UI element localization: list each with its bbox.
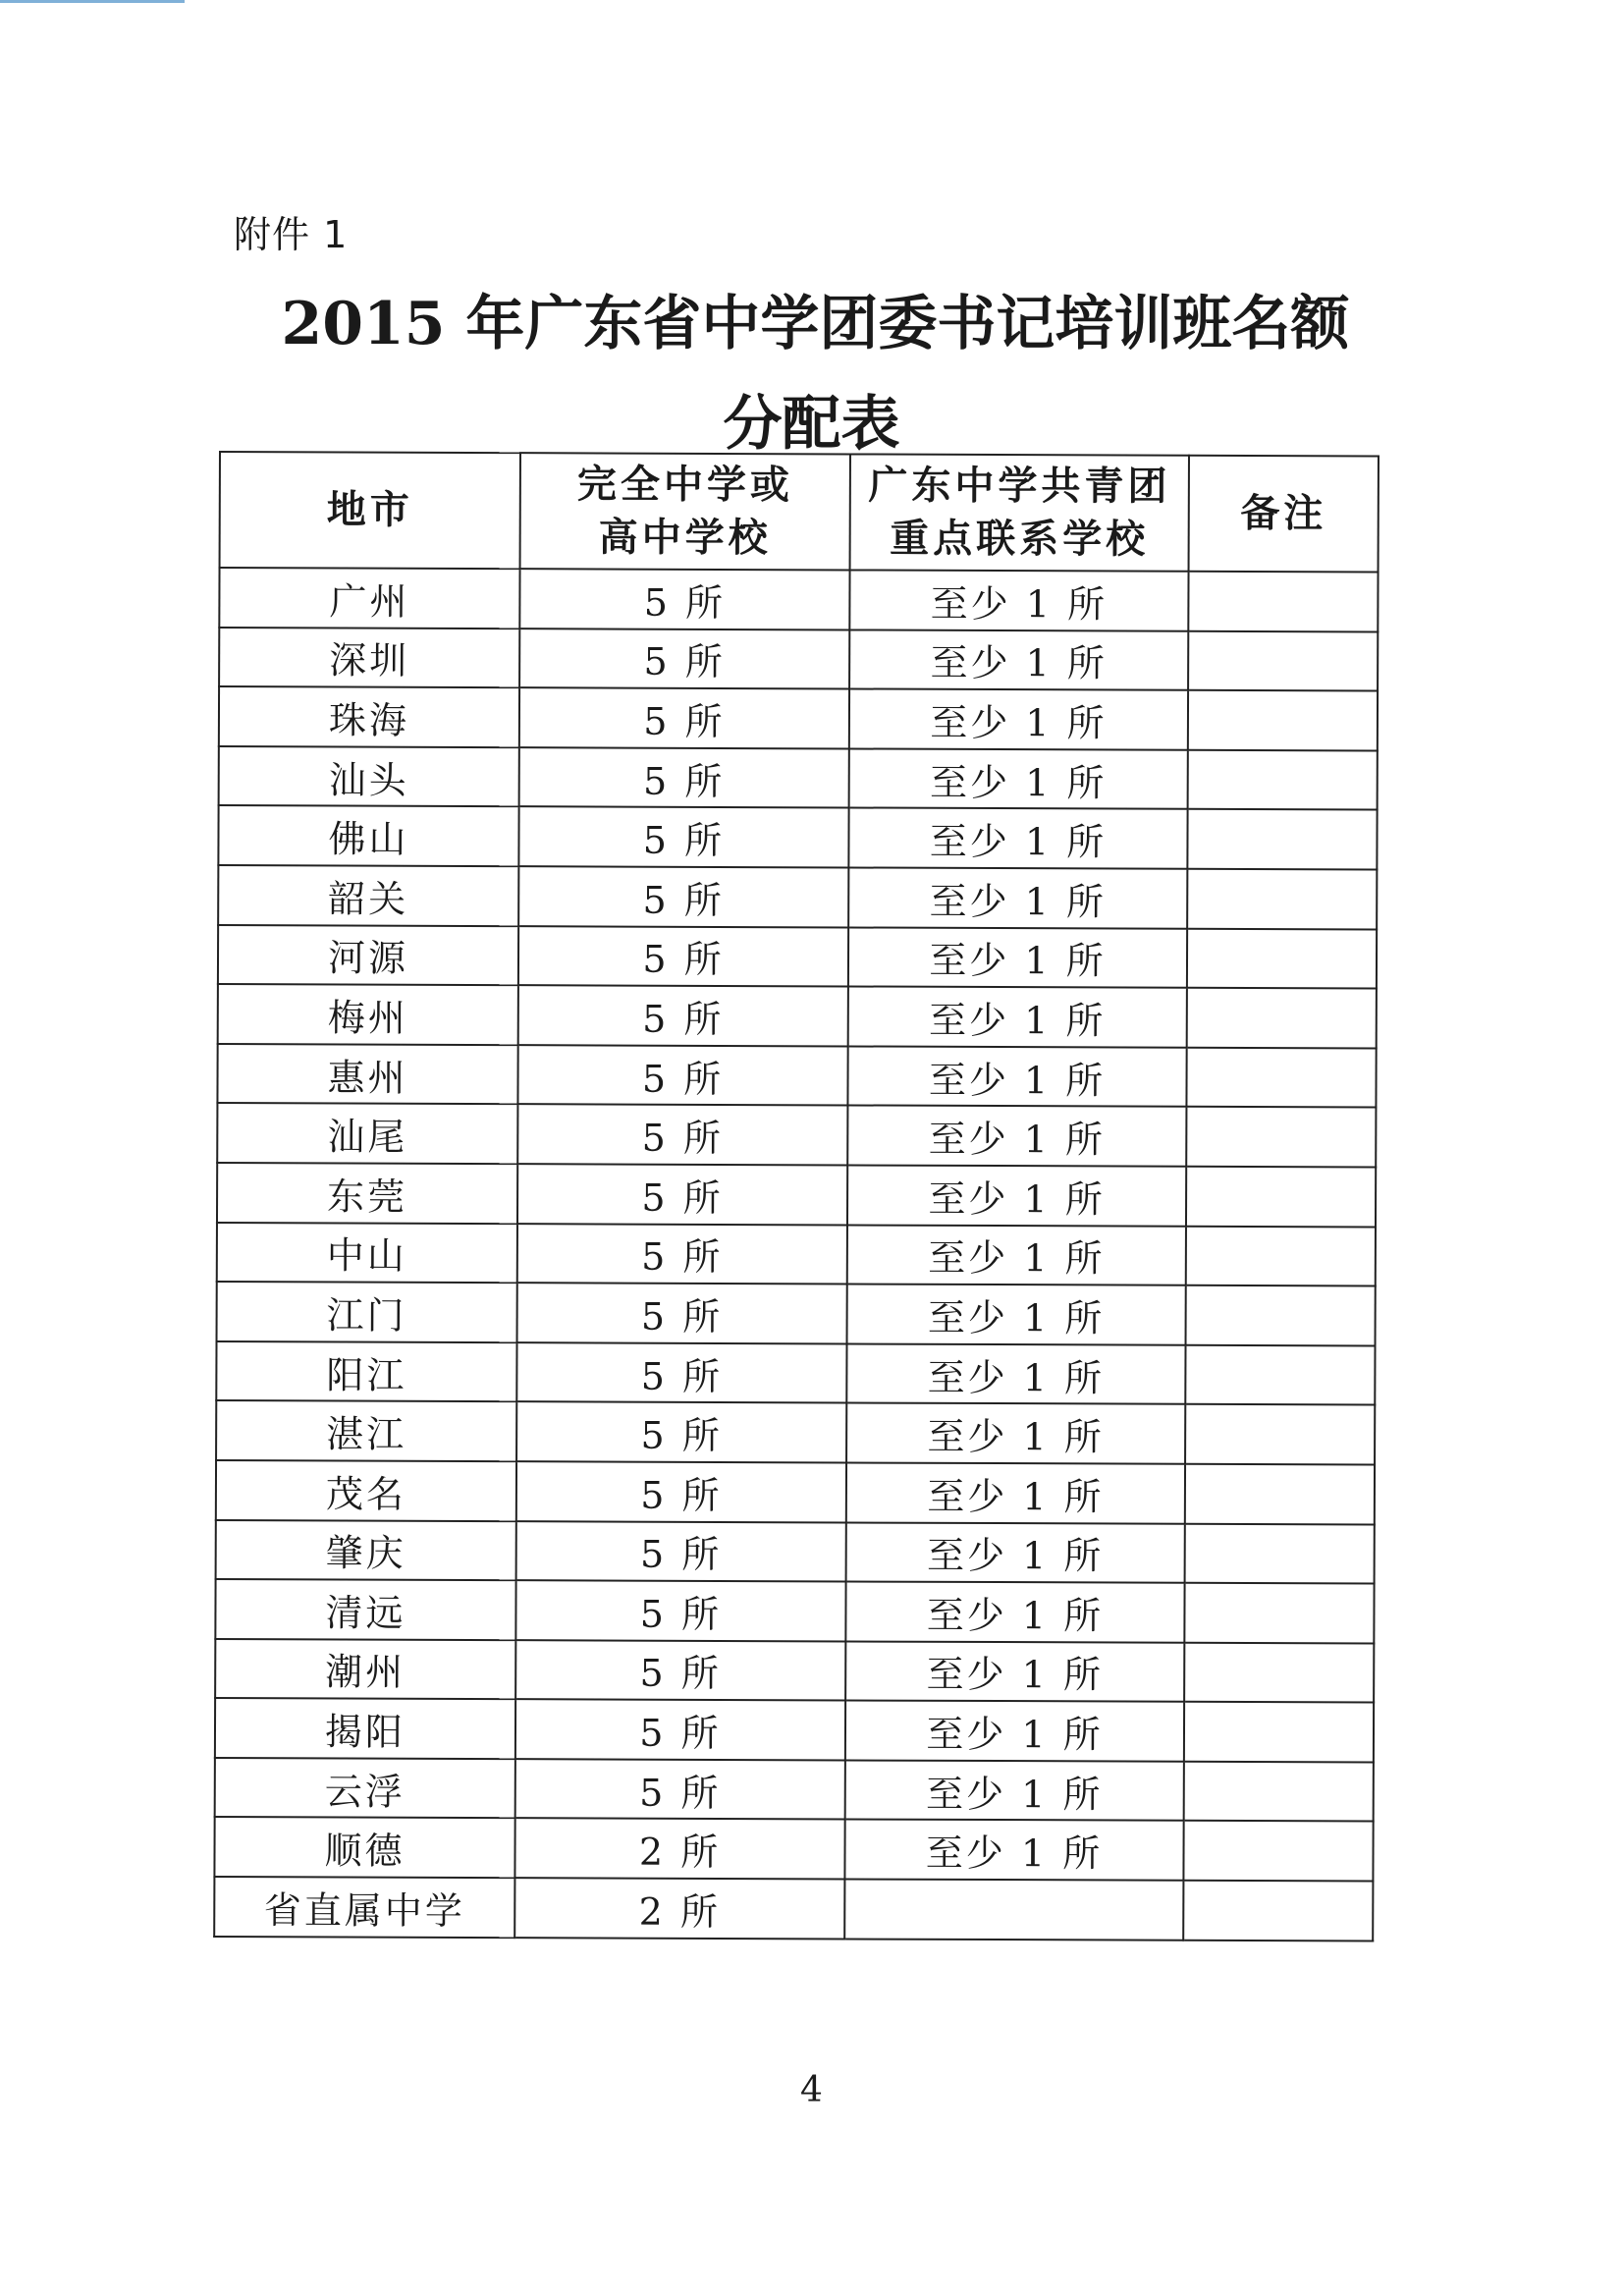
cell-remarks bbox=[1187, 988, 1377, 1048]
header-league-line-1: 广东中学共青团 bbox=[868, 463, 1171, 510]
table-row bbox=[218, 865, 1377, 929]
cell-city: 云浮 bbox=[215, 1758, 515, 1819]
cell-city: 珠海 bbox=[219, 686, 519, 747]
cell-quota: 5 所 bbox=[517, 1283, 847, 1343]
cell-remarks bbox=[1186, 1226, 1376, 1285]
cell-city: 深圳 bbox=[219, 628, 519, 688]
cell-quota: 5 所 bbox=[517, 1224, 847, 1285]
table-header-row bbox=[220, 452, 1379, 573]
table-row bbox=[219, 628, 1378, 691]
cell-quota: 5 所 bbox=[518, 926, 848, 987]
document-title-line-2: 分配表 bbox=[723, 390, 900, 459]
cell-league: 至少 1 所 bbox=[845, 1641, 1184, 1702]
cell-league: 至少 1 所 bbox=[849, 629, 1188, 690]
cell-city: 佛山 bbox=[218, 805, 518, 866]
cell-city: 广州 bbox=[219, 568, 519, 629]
header-complete-line-2: 高中学校 bbox=[598, 515, 772, 562]
cell-remarks bbox=[1186, 1107, 1376, 1167]
table-row bbox=[216, 1341, 1375, 1405]
header-city bbox=[220, 452, 520, 569]
cell-remarks bbox=[1188, 750, 1378, 810]
cell-league: 至少 1 所 bbox=[848, 867, 1187, 928]
table-row bbox=[218, 805, 1377, 869]
cell-city: 河源 bbox=[218, 925, 518, 986]
cell-quota: 5 所 bbox=[519, 747, 849, 808]
cell-city: 江门 bbox=[217, 1282, 517, 1342]
cell-league: 至少 1 所 bbox=[847, 1046, 1186, 1107]
table-row bbox=[216, 1460, 1375, 1524]
table-row bbox=[215, 1698, 1374, 1762]
header-complete-school bbox=[520, 453, 850, 570]
cell-quota: 5 所 bbox=[518, 985, 848, 1046]
cell-league: 至少 1 所 bbox=[848, 927, 1187, 988]
cell-league: 至少 1 所 bbox=[846, 1522, 1185, 1583]
cell-league: 至少 1 所 bbox=[848, 987, 1187, 1048]
cell-league: 至少 1 所 bbox=[847, 1285, 1186, 1345]
cell-quota: 5 所 bbox=[518, 866, 848, 927]
cell-city: 中山 bbox=[217, 1223, 517, 1284]
table-row bbox=[219, 746, 1378, 810]
cell-city: 省直属中学 bbox=[214, 1877, 514, 1938]
cell-remarks bbox=[1186, 1167, 1376, 1227]
cell-quota: 5 所 bbox=[517, 1105, 847, 1166]
cell-remarks bbox=[1188, 630, 1378, 690]
cell-league: 至少 1 所 bbox=[845, 1760, 1184, 1821]
cell-remarks bbox=[1183, 1821, 1373, 1881]
quota-table-container bbox=[213, 451, 1378, 1941]
document-title-line-1: 2015 年广东省中学团委书记培训班名额 bbox=[281, 290, 1350, 358]
cell-quota: 5 所 bbox=[519, 687, 849, 748]
table-row bbox=[215, 1639, 1374, 1703]
table-row bbox=[215, 1758, 1374, 1822]
cell-quota: 5 所 bbox=[517, 1164, 847, 1225]
cell-city: 茂名 bbox=[216, 1460, 516, 1521]
header-complete-line-1: 完全中学或 bbox=[576, 462, 793, 509]
cell-city: 清远 bbox=[215, 1579, 515, 1640]
cell-remarks bbox=[1186, 1285, 1376, 1345]
cell-city: 湛江 bbox=[216, 1400, 516, 1461]
table-row bbox=[215, 1579, 1374, 1643]
cell-league: 至少 1 所 bbox=[847, 1106, 1186, 1167]
cell-city: 惠州 bbox=[217, 1044, 517, 1105]
cell-quota: 5 所 bbox=[515, 1759, 845, 1820]
cell-remarks bbox=[1188, 572, 1378, 631]
cell-remarks bbox=[1185, 1404, 1375, 1464]
cell-league: 至少 1 所 bbox=[847, 1225, 1186, 1285]
header-city-label: 地市 bbox=[326, 487, 413, 533]
cell-remarks bbox=[1184, 1583, 1374, 1643]
header-remarks bbox=[1189, 456, 1379, 573]
cell-quota: 5 所 bbox=[516, 1461, 846, 1522]
table-row bbox=[216, 1519, 1375, 1583]
header-league-line-2: 重点联系学校 bbox=[890, 516, 1150, 563]
cell-city: 汕头 bbox=[219, 746, 519, 807]
cell-quota: 5 所 bbox=[516, 1521, 846, 1582]
table-row bbox=[214, 1877, 1373, 1941]
cell-city: 韶关 bbox=[218, 865, 518, 926]
table-row bbox=[216, 1400, 1375, 1464]
cell-league: 至少 1 所 bbox=[848, 808, 1187, 869]
cell-remarks bbox=[1186, 1048, 1376, 1108]
cell-league: 至少 1 所 bbox=[847, 1165, 1186, 1226]
scan-edge-mark bbox=[0, 0, 185, 3]
cell-city: 揭阳 bbox=[215, 1698, 515, 1759]
page-number: 4 bbox=[800, 2070, 823, 2110]
cell-city: 梅州 bbox=[218, 984, 518, 1045]
cell-quota: 5 所 bbox=[517, 1045, 847, 1106]
cell-remarks bbox=[1187, 928, 1377, 988]
header-remarks-label: 备注 bbox=[1240, 490, 1327, 537]
cell-league bbox=[844, 1880, 1183, 1941]
cell-city: 肇庆 bbox=[216, 1519, 516, 1580]
cell-remarks bbox=[1184, 1702, 1374, 1762]
table-row bbox=[217, 1223, 1376, 1286]
table-row bbox=[214, 1817, 1373, 1881]
attachment-label: 附件 1 bbox=[234, 213, 349, 256]
quota-table bbox=[213, 451, 1380, 1941]
cell-remarks bbox=[1187, 869, 1377, 929]
cell-league: 至少 1 所 bbox=[846, 1403, 1185, 1464]
cell-city: 顺德 bbox=[214, 1817, 514, 1878]
cell-remarks bbox=[1184, 1642, 1374, 1702]
cell-quota: 5 所 bbox=[516, 1342, 846, 1403]
cell-quota: 5 所 bbox=[515, 1640, 845, 1701]
header-league-school bbox=[850, 454, 1189, 571]
cell-city: 汕尾 bbox=[217, 1103, 517, 1164]
table-row bbox=[219, 568, 1378, 631]
cell-remarks bbox=[1185, 1464, 1375, 1524]
cell-league: 至少 1 所 bbox=[846, 1462, 1185, 1523]
cell-remarks bbox=[1183, 1881, 1373, 1941]
cell-league: 至少 1 所 bbox=[849, 570, 1188, 630]
table-row bbox=[217, 1282, 1376, 1345]
cell-city: 阳江 bbox=[216, 1341, 516, 1402]
cell-league: 至少 1 所 bbox=[849, 689, 1188, 750]
cell-quota: 2 所 bbox=[514, 1878, 844, 1939]
cell-league: 至少 1 所 bbox=[849, 748, 1188, 809]
cell-remarks bbox=[1188, 690, 1378, 750]
cell-quota: 5 所 bbox=[516, 1401, 846, 1462]
cell-league: 至少 1 所 bbox=[845, 1701, 1184, 1762]
cell-quota: 5 所 bbox=[515, 1699, 845, 1760]
cell-quota: 5 所 bbox=[519, 629, 849, 689]
cell-city: 潮州 bbox=[215, 1639, 515, 1700]
table-row bbox=[217, 1103, 1376, 1167]
cell-league: 至少 1 所 bbox=[845, 1582, 1184, 1643]
table-row bbox=[217, 1163, 1376, 1227]
cell-remarks bbox=[1185, 1523, 1375, 1583]
table-row bbox=[219, 686, 1378, 750]
cell-quota: 2 所 bbox=[514, 1819, 844, 1880]
cell-quota: 5 所 bbox=[519, 569, 849, 629]
table-row bbox=[218, 984, 1377, 1048]
cell-remarks bbox=[1184, 1762, 1374, 1822]
cell-quota: 5 所 bbox=[515, 1580, 845, 1641]
cell-city: 东莞 bbox=[217, 1163, 517, 1224]
cell-league: 至少 1 所 bbox=[844, 1820, 1183, 1881]
cell-remarks bbox=[1187, 809, 1377, 869]
cell-remarks bbox=[1185, 1345, 1375, 1405]
table-row bbox=[218, 925, 1377, 989]
cell-quota: 5 所 bbox=[518, 807, 848, 868]
table-row bbox=[217, 1044, 1376, 1108]
cell-league: 至少 1 所 bbox=[846, 1343, 1185, 1404]
